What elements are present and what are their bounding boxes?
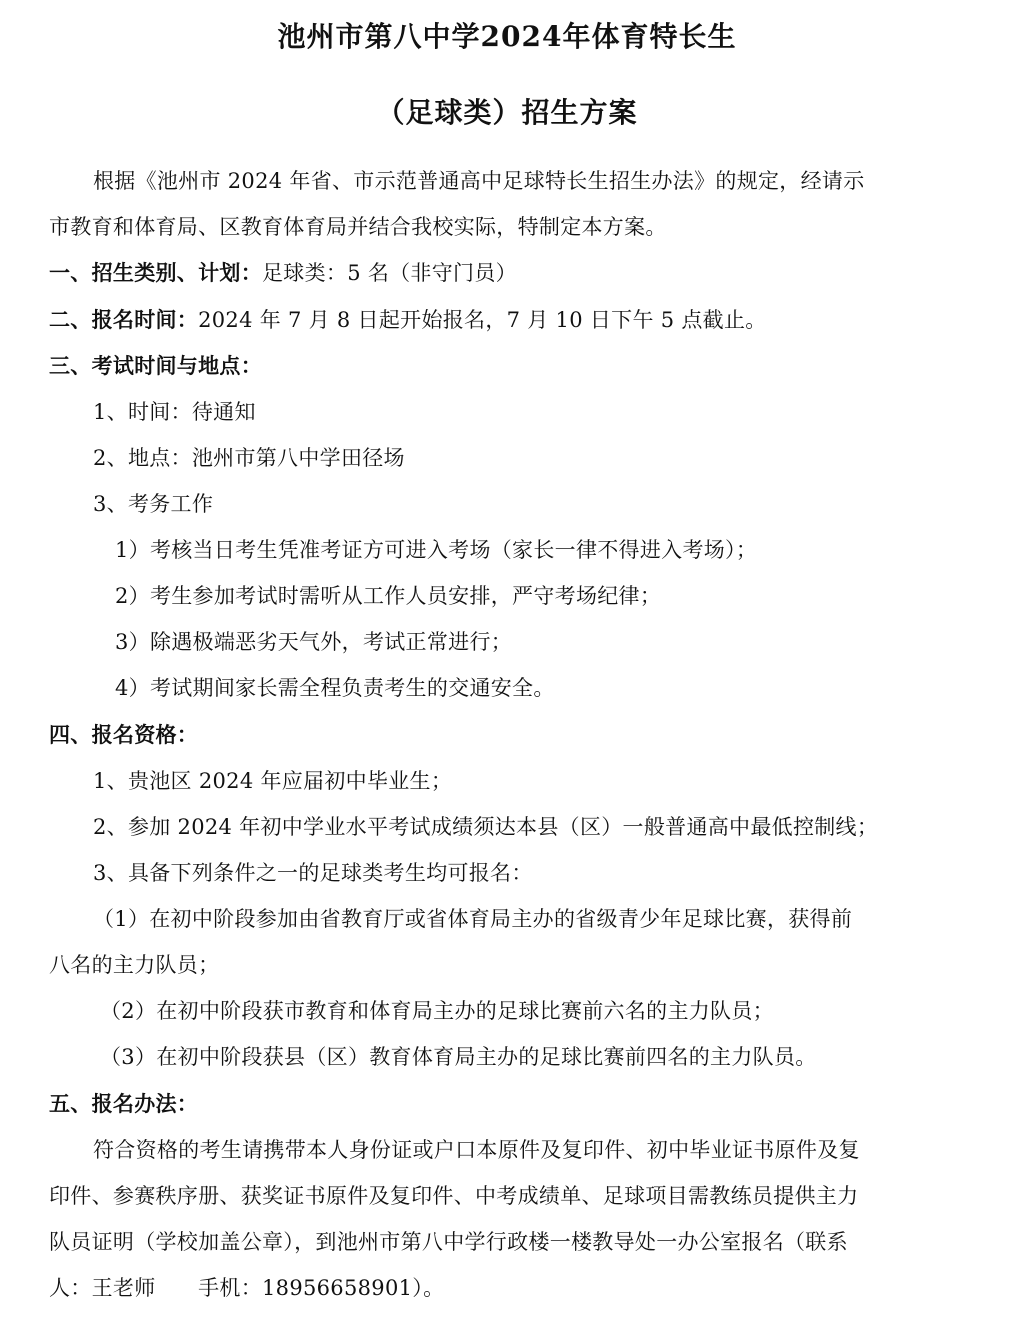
section-3-item-1: 1、时间：待通知 bbox=[93, 400, 256, 424]
section-5-paragraph-line-2: 印件、参赛秩序册、获奖证书原件及复印件、中考成绩单、足球项目需教练员提供主力 bbox=[49, 1184, 859, 1208]
section-3-subitem-3: 3）除遇极端恶劣天气外，考试正常进行； bbox=[115, 630, 513, 654]
document-title-line-1: 池州市第八中学2024年体育特长生 bbox=[277, 20, 737, 53]
intro-paragraph-line-2: 市教育和体育局、区教育体育局并结合我校实际，特制定本方案。 bbox=[49, 215, 667, 239]
section-1 bbox=[49, 258, 517, 288]
intro-paragraph-line-1: 根据《池州市 2024 年省、市示范普通高中足球特长生招生办法》的规定，经请示 bbox=[93, 169, 865, 193]
section-4-condition-1-line-1: （1）在初中阶段参加由省教育厅或省体育局主办的省级青少年足球比赛，获得前 bbox=[93, 907, 853, 931]
section-3-item-3: 3、考务工作 bbox=[93, 492, 214, 516]
section-4-item-1: 1、贵池区 2024 年应届初中毕业生； bbox=[93, 769, 453, 793]
section-4-heading: 四、报名资格： bbox=[49, 723, 199, 747]
section-2 bbox=[49, 305, 767, 335]
section-5-paragraph-line-4: 人：王老师 手机：18956658901）。 bbox=[49, 1276, 445, 1300]
section-5-paragraph-line-1: 符合资格的考生请携带本人身份证或户口本原件及复印件、初中毕业证书原件及复 bbox=[93, 1138, 860, 1162]
section-3-subitem-1: 1）考核当日考生凭准考证方可进入考场（家长一律不得进入考场）； bbox=[115, 538, 758, 562]
section-3-subitem-2: 2）考生参加考试时需听从工作人员安排，严守考场纪律； bbox=[115, 584, 662, 608]
section-4-condition-2: （2）在初中阶段获市教育和体育局主办的足球比赛前六名的主力队员； bbox=[100, 999, 774, 1023]
section-4-item-3: 3、具备下列条件之一的足球类考生均可报名： bbox=[93, 861, 533, 885]
section-3-item-2: 2、地点：池州市第八中学田径场 bbox=[93, 446, 405, 470]
section-5-heading: 五、报名办法： bbox=[49, 1092, 199, 1116]
section-3-subitem-4: 4）考试期间家长需全程负责考生的交通安全。 bbox=[115, 676, 555, 700]
section-2-text: 2024 年 7 月 8 日起开始报名，7 月 10 日下午 5 点截止。 bbox=[198, 308, 767, 332]
section-1-heading: 一、招生类别、计划： bbox=[49, 261, 262, 285]
document-title-line-2: （足球类）招生方案 bbox=[376, 96, 638, 129]
section-4-condition-3: （3）在初中阶段获县（区）教育体育局主办的足球比赛前四名的主力队员。 bbox=[100, 1045, 817, 1069]
section-1-text: 足球类：5 名（非守门员） bbox=[262, 261, 517, 285]
section-3-heading: 三、考试时间与地点： bbox=[49, 354, 262, 378]
section-4-condition-1-line-2: 八名的主力队员； bbox=[49, 953, 220, 977]
section-2-heading: 二、报名时间： bbox=[49, 308, 199, 332]
section-5-paragraph-line-3: 队员证明（学校加盖公章），到池州市第八中学行政楼一楼教导处一办公室报名（联系 bbox=[49, 1230, 848, 1254]
section-4-item-2: 2、参加 2024 年初中学业水平考试成绩须达本县（区）一般普通高中最低控制线； bbox=[93, 815, 879, 839]
